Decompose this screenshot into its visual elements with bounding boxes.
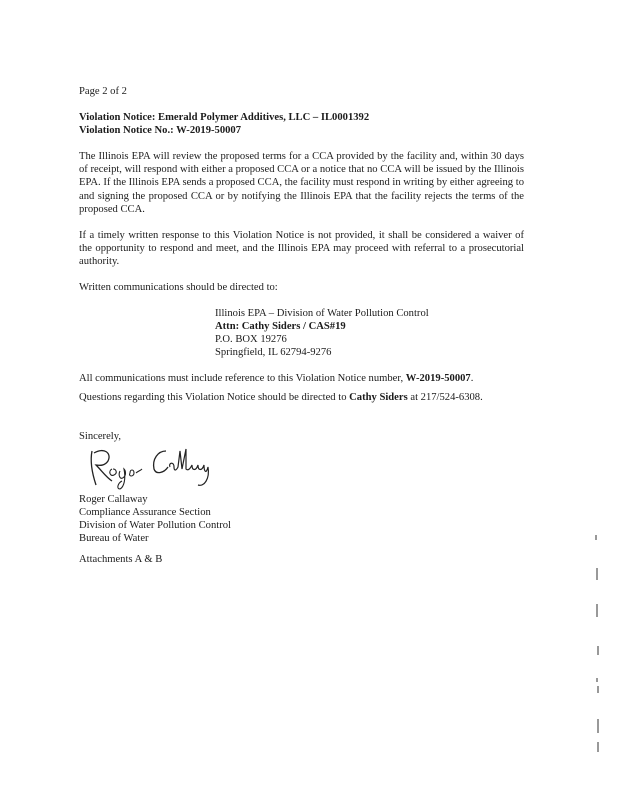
attachments-note: Attachments A & B <box>79 554 163 565</box>
questions-reference-text: Questions regarding this Violation Notice should be directed to <box>79 392 350 403</box>
notice-number-reference: W-2019-50007 <box>405 373 471 384</box>
paragraph-waiver: If a timely written response to this Violation Notice is not provided, it shall be considered a waiver of the opportunity to respond and meet, and the Illinois EPA may proceed with referral to a prosecutorial authority. <box>79 230 524 268</box>
signer-title-section: Compliance Assurance Section <box>79 507 211 518</box>
contact-name: Cathy Siders <box>349 392 408 403</box>
signer-title-division: Division of Water Pollution Control <box>79 520 231 531</box>
address-line-4: Springfield, IL 62794-9276 <box>215 347 332 358</box>
signer-title-bureau: Bureau of Water <box>79 533 149 544</box>
notice-title: Violation Notice: Emerald Polymer Additives, LLC – IL0001392 <box>79 112 370 123</box>
address-line-1: Illinois EPA – Division of Water Pollution Control <box>215 308 429 319</box>
address-line-3: P.O. BOX 19276 <box>215 334 287 345</box>
page-label: Page 2 of 2 <box>79 86 127 97</box>
paragraph-cca-review: The Illinois EPA will review the proposed terms for a CCA provided by the facility and, within 30 days of receipt, will respond with either a proposed CCA or a notice that no CCA will be issued by the Illinois EPA. If the Illinois EPA sends a proposed CCA, the facility must respond in writing by either agreeing to and signing the proposed CCA or by notifying the Illinois EPA that the facility rejects the terms of the proposed CCA. <box>79 151 524 215</box>
signer-name: Roger Callaway <box>79 494 148 505</box>
communications-reference-end: . <box>470 373 474 384</box>
contact-phone: at 217/524-6308. <box>407 392 483 403</box>
address-line-2: Attn: Cathy Siders / CAS#19 <box>215 321 346 332</box>
notice-number: Violation Notice No.: W-2019-50007 <box>79 125 242 136</box>
written-communications-label: Written communications should be directed to: <box>79 282 278 293</box>
communications-reference-text: All communications must include reference to this Violation Notice number, <box>79 373 406 384</box>
salutation: Sincerely, <box>79 431 121 442</box>
